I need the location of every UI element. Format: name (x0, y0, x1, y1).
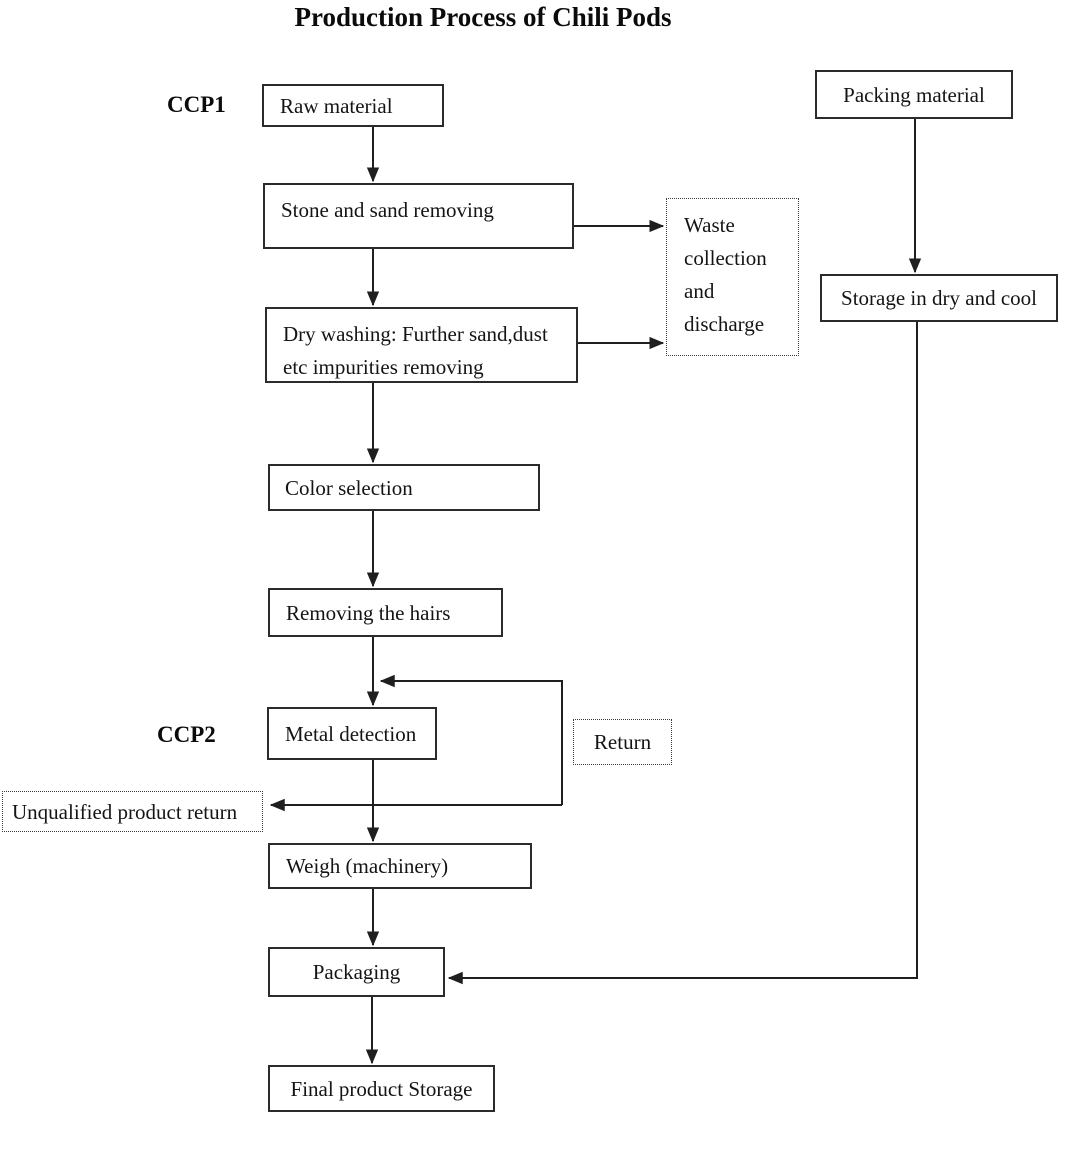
node-return-label: Return (593, 730, 652, 754)
node-dry-washing-line2: etc impurities removing (283, 355, 484, 379)
label-ccp1: CCP1 (167, 92, 226, 117)
node-weigh-machinery (268, 843, 532, 889)
node-color-selection (268, 464, 540, 511)
node-unqualified-product-return (2, 791, 263, 832)
node-packaging (268, 947, 445, 997)
node-unqualified-label: Unqualified product return (12, 799, 238, 824)
node-stone-sand-removing (263, 183, 574, 249)
node-metal-detection (267, 707, 437, 760)
node-removing-hairs (268, 588, 503, 637)
label-ccp2: CCP2 (157, 722, 216, 747)
node-raw-material (262, 84, 444, 127)
node-final-product-storage (268, 1065, 495, 1112)
node-color-selection-label: Color selection (285, 475, 413, 500)
node-final-product-storage-label: Final product Storage (290, 1076, 473, 1101)
node-storage-dry-cool (820, 274, 1058, 322)
node-packing-material-label: Packing material (843, 82, 985, 107)
node-packing-material (815, 70, 1013, 119)
node-packaging-label: Packaging (312, 960, 401, 984)
node-dry-washing-line1: Dry washing: Further sand,dust (283, 322, 548, 346)
diagram-title: Production Process of Chili Pods (294, 2, 672, 32)
node-weigh-machinery-label: Weigh (machinery) (286, 854, 449, 878)
node-removing-hairs-label: Removing the hairs (286, 600, 451, 625)
node-waste-line2: collection (684, 246, 767, 270)
node-dry-washing (265, 307, 578, 383)
node-waste-collection (666, 198, 799, 356)
node-metal-detection-label: Metal detection (285, 721, 417, 746)
node-stone-sand-label: Stone and sand removing (281, 198, 494, 222)
node-waste-line4: discharge (684, 312, 765, 336)
node-return (573, 719, 672, 765)
node-storage-dry-cool-label: Storage in dry and cool (841, 286, 1037, 310)
node-raw-material-label: Raw material (280, 93, 393, 118)
node-waste-line3: and (684, 279, 715, 303)
node-waste-line1: Waste (684, 213, 735, 237)
